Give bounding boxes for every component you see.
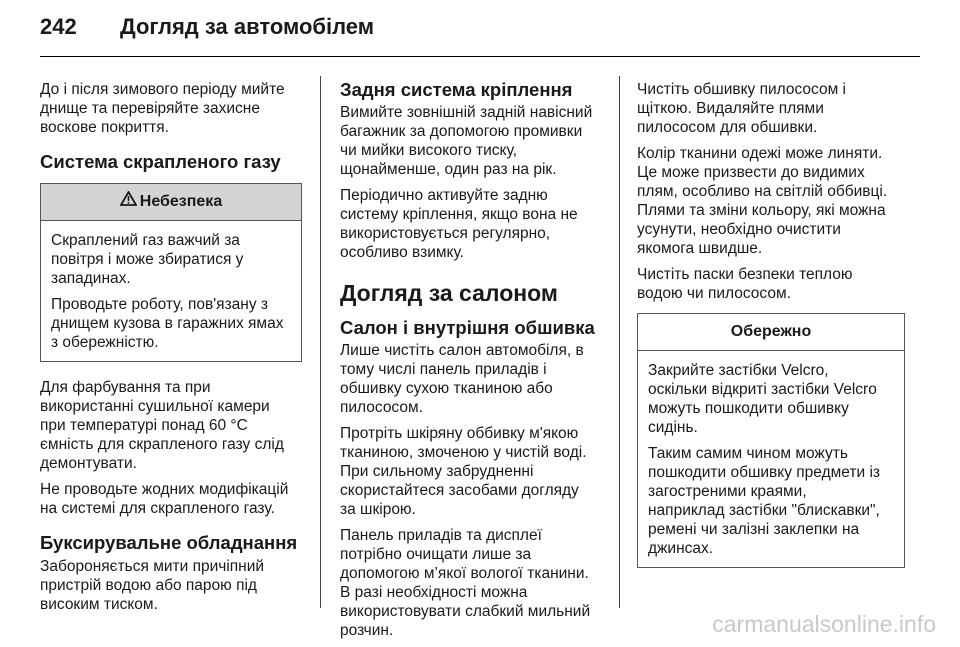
danger-box-body <box>41 221 301 361</box>
caution-box-header <box>638 314 904 351</box>
caution-box <box>637 313 905 568</box>
danger-paragraph-1: Скраплений газ важчий за повітря і може збиратися у западинах. <box>51 232 244 287</box>
danger-box-header <box>41 184 301 221</box>
interior-trim-heading: Салон і внутрішня обшивка <box>340 317 595 338</box>
trim-paragraph-3: Панель приладів та дисплеї потрібно очищати лише за допомогою м’якої вологої тканини. В разі необхідності можна використовувати слабкий мильний розчин. <box>340 527 591 639</box>
header-divider <box>40 56 920 57</box>
lpg-heading: Система скрапленого газу <box>40 151 281 172</box>
caution-paragraph-1: Закрийте застібки Velcro, оскільки відкриті застібки Velcro можуть пошкодити обшивку сидінь. <box>648 362 877 436</box>
towing-heading: Буксирувальне обладнання <box>40 532 298 553</box>
clean-paragraph-3: Чистіть паски безпеки теплою водою чи пилососом. <box>637 266 853 302</box>
column-1 <box>40 80 302 621</box>
danger-box-title: Небезпека <box>139 193 223 210</box>
paint-paragraph: Для фарбування та при використанні сушильної камери при температурі понад 60 °C ємність для скрапленого газу слід демонтувати. <box>40 379 284 472</box>
page-title: Догляд за автомобілем <box>120 14 375 39</box>
warning-triangle-icon <box>120 184 138 220</box>
caution-box-body <box>638 351 904 567</box>
caution-paragraph-2: Таким самим чином можуть пошкодити обшивку предмети із загостреними краями, наприклад застібки "блискавки", ремені чи залізні заклепки на джинсах. <box>648 445 881 557</box>
clean-paragraph-1: Чистіть обшивку пилососом і щіткою. Видаляйте плями пилососом для обшивки. <box>637 81 846 136</box>
column-divider-1 <box>320 76 321 608</box>
interior-care-heading: Догляд за салоном <box>340 280 558 306</box>
towing-paragraph: Забороняється мити причіпний пристрій водою або парою під високим тиском. <box>40 558 265 613</box>
column-2 <box>340 80 608 647</box>
watermark: carmanualsonline.info <box>712 611 936 637</box>
column-divider-2 <box>619 76 620 608</box>
danger-paragraph-2: Проводьте роботу, пов'язану з днищем кузова в гаражних ямах з обережністю. <box>51 296 284 351</box>
danger-box <box>40 183 302 362</box>
column-3 <box>637 80 905 584</box>
page-header <box>40 14 374 40</box>
rear-carrier-paragraph-1: Вимийте зовнішній задній навісний багажник за допомогою промивки чи мийки високого тиску, щонайменше, один раз на рік. <box>340 104 593 178</box>
trim-paragraph-2: Протріть шкіряну оббивку м'якою тканиною, змоченою у чистій воді. При сильному забрудненні скористайтеся засобами догляду за шкірою. <box>340 425 587 518</box>
modify-paragraph: Не проводьте жодних модифікацій на системі для скрапленого газу. <box>40 481 289 517</box>
intro-paragraph: До і після зимового періоду мийте днище та перевіряйте захисне воскове покриття. <box>40 81 285 136</box>
rear-carrier-heading: Задня система кріплення <box>340 79 573 100</box>
clean-paragraph-2: Колір тканини одежі може линяти. Це може призвести до видимих плям, особливо на світлій оббивці. Плями та зміни кольору, які можна усунути, необхідно очистити якомога швидше. <box>637 145 888 257</box>
caution-box-title: Обережно <box>730 323 812 340</box>
trim-paragraph-1: Лише чистіть салон автомобіля, в тому числі панель приладів і обшивку сухою тканиною або пилососом. <box>340 342 584 416</box>
rear-carrier-paragraph-2: Періодично активуйте задню систему кріплення, якщо вона не використовується регулярно, особливо взимку. <box>340 187 578 261</box>
page-number: 242 <box>40 14 77 39</box>
